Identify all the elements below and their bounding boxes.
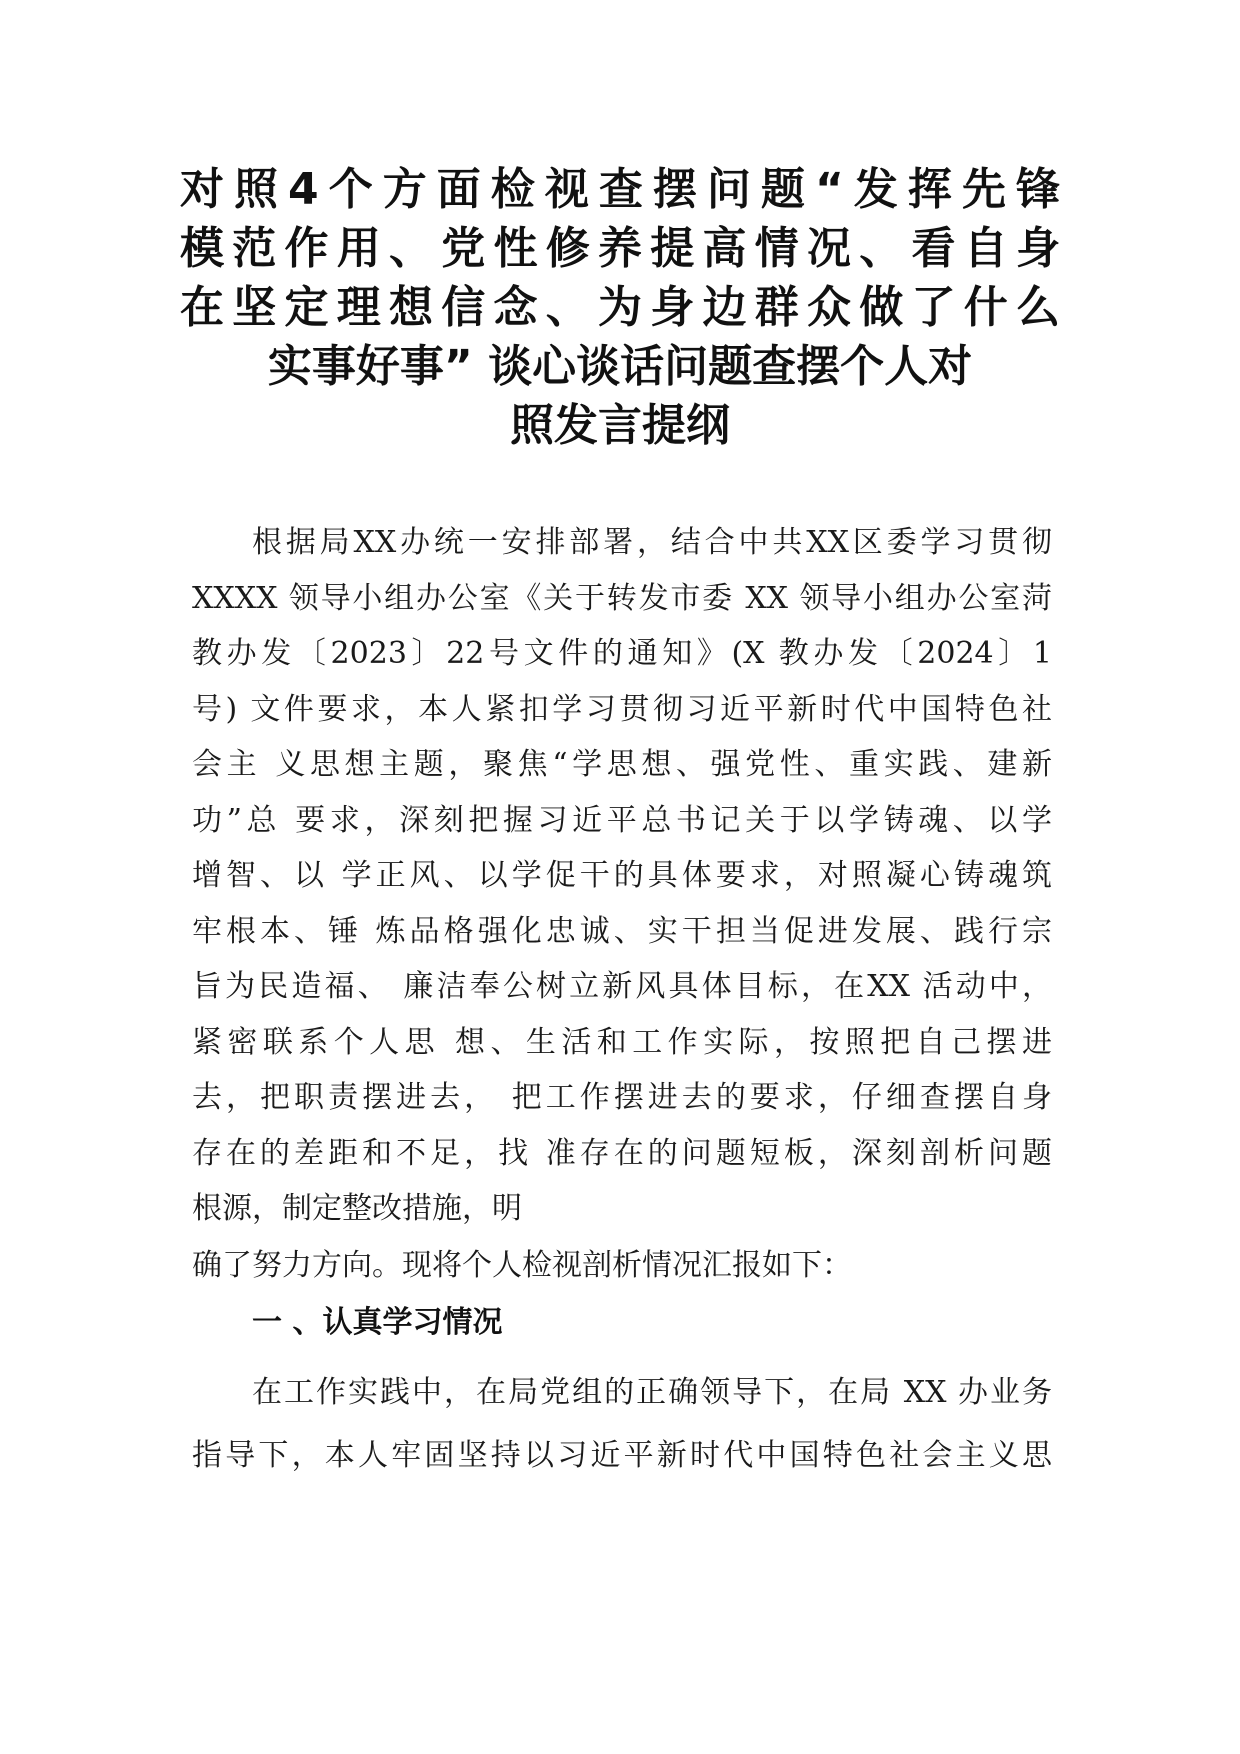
text-line: 确了努力方向。现将个人检视剖析情况汇报如下： [192,1247,852,1283]
section-heading: 一 、认真学习情况 [252,1305,503,1340]
title-line: 照发言提纲 [510,400,730,451]
title-line: 对照4个方面检视查摆问题“发挥先锋 [180,164,1060,215]
text-line: 牢根本、锤 炼品格强化忠诚、实干担当促进发展、践行宗 [192,913,1052,949]
text-line: XXXX 领导小组办公室《关于转发市委 XX 领导小组办公室菏 [192,580,1052,616]
text-line: 存在的差距和不足，找 准存在的问题短板，深刻剖析问题 [192,1135,1052,1171]
text-line: 会主 义思想主题，聚焦“学思想、强党性、重实践、建新 [192,747,1052,782]
document-title [180,160,1060,455]
text-line: 去，把职责摆进去， 把工作摆进去的要求，仔细查摆自身 [192,1080,1052,1115]
section-paragraph [192,1361,1052,1487]
title-line: 实事好事” 谈心谈话问题查摆个人对 [267,341,973,392]
text-line: 根据局XX办统一安排部署，结合中共XX区委学习贯彻 [252,525,1052,560]
text-line: 紧密联系个人思 想、生活和工作实际，按照把自己摆进 [192,1024,1052,1060]
title-line: 在坚定理想信念、为身边群众做了什么 [180,282,1060,333]
text-line: 旨为民造福、 廉洁奉公树立新风具体目标，在XX 活动中， [192,969,1052,1004]
text-line: 号) 文件要求，本人紧扣学习贯彻习近平新时代中国特色社 [192,691,1052,727]
text-line: 功”总 要求，深刻把握习近平总书记关于以学铸魂、以学 [192,802,1052,838]
title-line: 模范作用、党性修养提高情况、看自身 [180,223,1060,274]
text-line: 在工作实践中，在局党组的正确领导下，在局 XX 办业务 [252,1375,1052,1410]
text-line: 根源，制定整改措施，明 [192,1191,522,1226]
text-line: 指导下，本人牢固坚持以习近平新时代中国特色社会主义思 [192,1438,1052,1473]
text-line: 增智、以 学正风、以学促干的具体要求，对照凝心铸魂筑 [192,858,1052,893]
intro-paragraph [192,515,1052,1294]
text-line: 教办发〔2023〕22号文件的通知》(X 教办发〔2024〕1 [192,636,1052,671]
